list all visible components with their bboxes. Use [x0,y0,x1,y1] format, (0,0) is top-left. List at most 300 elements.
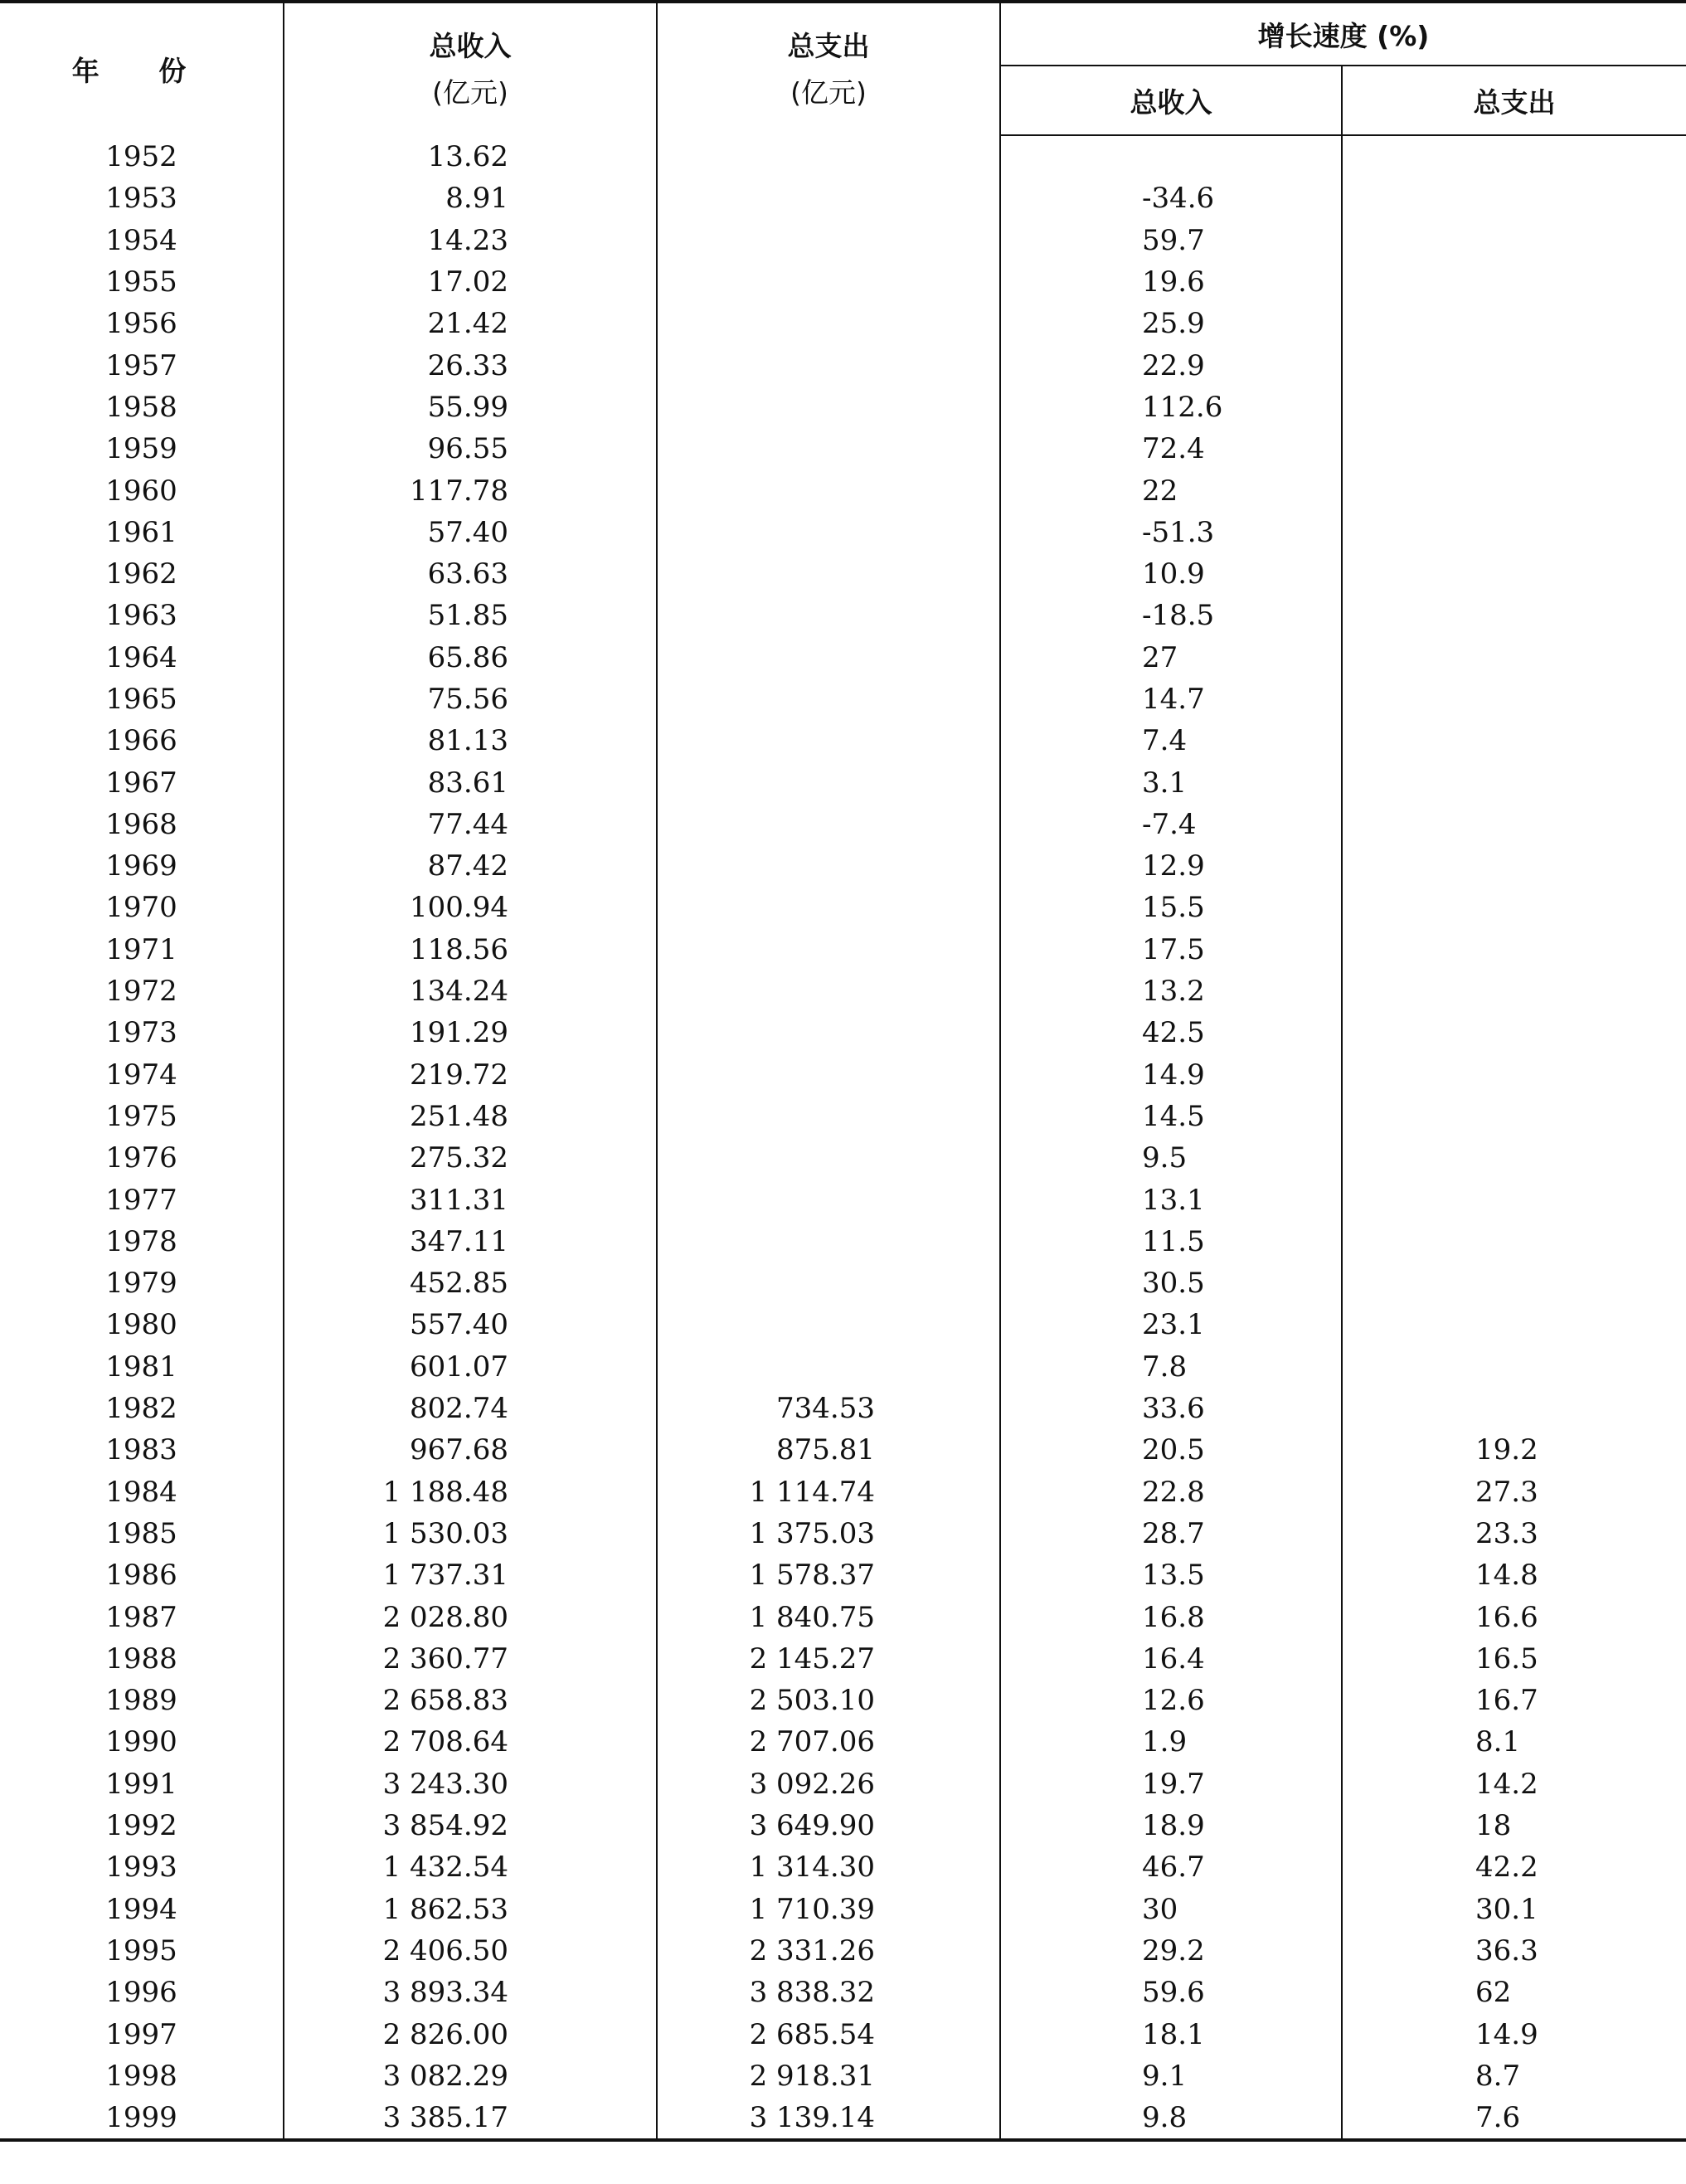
cell-year: 1986 [0,1554,284,1596]
cell-year: 1963 [0,595,284,636]
cell-year: 1968 [0,804,284,845]
cell-year: 1997 [0,2013,284,2055]
cell-expenditure: 2 331.26 [657,1930,1000,1972]
cell-growth-expenditure [1342,761,1686,803]
table-row [0,1763,1686,1805]
table-row [0,1846,1686,1888]
cell-revenue: 81.13 [284,720,657,761]
cell-expenditure [657,1012,1000,1053]
cell-expenditure [657,1262,1000,1304]
cell-growth-expenditure: 8.7 [1475,2059,1521,2093]
header-revenue [284,2,657,135]
cell-revenue: 14.23 [284,220,657,261]
cell-year: 1993 [0,1846,284,1888]
cell-growth-revenue: -34.6 [1000,178,1342,219]
table-row [0,1721,1686,1763]
table-row [0,1596,1686,1637]
table-row [0,1429,1686,1471]
table-row [0,1137,1686,1179]
cell-growth-revenue: -18.5 [1000,595,1342,636]
cell-growth-expenditure [1342,679,1686,720]
cell-revenue: 601.07 [284,1346,657,1388]
cell-expenditure [657,1096,1000,1137]
table-row [0,804,1686,845]
cell-growth-expenditure [1342,1012,1686,1053]
cell-growth-revenue: 13.1 [1000,1179,1342,1220]
cell-expenditure [657,970,1000,1012]
table-row [0,428,1686,469]
cell-expenditure [657,512,1000,553]
cell-growth-revenue: 22.8 [1000,1471,1342,1513]
cell-revenue: 967.68 [284,1429,657,1471]
cell-year: 1989 [0,1680,284,1721]
cell-expenditure: 3 649.90 [657,1805,1000,1846]
cell-growth-revenue: -51.3 [1000,512,1342,553]
cell-growth-revenue: 14.7 [1000,679,1342,720]
cell-year: 1977 [0,1179,284,1220]
cell-growth-revenue: 18.1 [1000,2013,1342,2055]
cell-revenue: 26.33 [284,344,657,386]
cell-revenue: 1 188.48 [284,1471,657,1513]
table-row [0,679,1686,720]
cell-growth-revenue: 27 [1000,637,1342,679]
cell-expenditure: 1 375.03 [657,1513,1000,1554]
cell-revenue: 100.94 [284,887,657,928]
cell-year: 1995 [0,1930,284,1972]
cell-growth-expenditure: 36.3 [1475,1933,1538,1968]
cell-growth-revenue: 33.6 [1000,1388,1342,1429]
cell-revenue: 251.48 [284,1096,657,1137]
table-row [0,1471,1686,1513]
table-row [0,720,1686,761]
cell-revenue: 21.42 [284,303,657,344]
cell-growth-expenditure: 7.6 [1342,2097,1686,2140]
cell-year: 1957 [0,344,284,386]
cell-growth-expenditure [1342,135,1686,178]
cell-expenditure [657,1304,1000,1345]
cell-growth-expenditure [1342,887,1686,928]
cell-expenditure [657,1346,1000,1388]
table-row [0,887,1686,928]
cell-growth-revenue: 25.9 [1000,303,1342,344]
cell-expenditure [657,178,1000,219]
table-row [0,2097,1686,2140]
cell-revenue: 1 530.03 [284,1513,657,1554]
cell-revenue: 117.78 [284,469,657,511]
cell-revenue: 311.31 [284,1179,657,1220]
cell-growth-revenue: 10.9 [1000,553,1342,595]
cell-growth-expenditure: 62 [1475,1976,1512,2010]
table-row [0,1262,1686,1304]
cell-year: 1959 [0,428,284,469]
cell-growth-expenditure [1342,1179,1686,1220]
cell-year: 1988 [0,1638,284,1680]
cell-revenue: 191.29 [284,1012,657,1053]
header-year: 年 份 [0,2,284,135]
table-row [0,1388,1686,1429]
cell-revenue: 55.99 [284,387,657,428]
cell-expenditure [657,469,1000,511]
table-row [0,1930,1686,1972]
cell-revenue: 219.72 [284,1054,657,1096]
cell-growth-expenditure: 16.5 [1475,1642,1538,1676]
cell-year: 1984 [0,1471,284,1513]
cell-growth-expenditure: 16.6 [1475,1600,1538,1634]
table-row [0,1805,1686,1846]
cell-growth-expenditure [1342,553,1686,595]
cell-expenditure [657,303,1000,344]
cell-expenditure: 734.53 [657,1388,1000,1429]
cell-expenditure [657,679,1000,720]
cell-growth-revenue: 29.2 [1000,1930,1342,1972]
cell-expenditure [657,720,1000,761]
cell-expenditure: 2 707.06 [657,1721,1000,1763]
cell-revenue: 1 432.54 [284,1846,657,1888]
table-row [0,1346,1686,1388]
cell-year: 1998 [0,2055,284,2097]
table-row [0,1554,1686,1596]
cell-year: 1994 [0,1888,284,1929]
cell-revenue: 2 826.00 [284,2013,657,2055]
cell-growth-revenue: 30.5 [1000,1262,1342,1304]
cell-expenditure: 2 918.31 [657,2055,1000,2097]
cell-year: 1980 [0,1304,284,1345]
header-expenditure-label: 总支出 [787,29,870,62]
cell-growth-revenue: 16.4 [1000,1638,1342,1680]
cell-revenue: 51.85 [284,595,657,636]
cell-growth-expenditure [1342,720,1686,761]
table-row [0,387,1686,428]
cell-growth-revenue: 7.4 [1000,720,1342,761]
cell-growth-revenue: 46.7 [1000,1846,1342,1888]
table-row [0,178,1686,219]
cell-growth-revenue: 112.6 [1000,387,1342,428]
cell-growth-expenditure [1342,178,1686,219]
cell-growth-revenue: 42.5 [1000,1012,1342,1053]
cell-growth-revenue: 11.5 [1000,1221,1342,1262]
cell-growth-revenue: 23.1 [1000,1304,1342,1345]
cell-revenue: 17.02 [284,261,657,303]
cell-year: 1973 [0,1012,284,1053]
cell-revenue: 802.74 [284,1388,657,1429]
table-row [0,2055,1686,2097]
cell-growth-revenue: 59.7 [1000,220,1342,261]
cell-revenue: 2 406.50 [284,1930,657,1972]
cell-revenue: 557.40 [284,1304,657,1345]
cell-expenditure [657,553,1000,595]
table-row [0,1054,1686,1096]
header-revenue-unit: (亿元) [432,75,508,109]
cell-growth-expenditure: 18 [1475,1809,1512,1843]
cell-growth-expenditure [1342,261,1686,303]
cell-growth-expenditure [1342,387,1686,428]
cell-revenue: 452.85 [284,1262,657,1304]
cell-revenue: 3 243.30 [284,1763,657,1805]
cell-year: 1954 [0,220,284,261]
cell-growth-revenue: 13.2 [1000,970,1342,1012]
cell-growth-expenditure: 14.8 [1475,1559,1538,1593]
cell-revenue: 134.24 [284,970,657,1012]
cell-growth-revenue: 14.5 [1000,1096,1342,1137]
cell-year: 1953 [0,178,284,219]
cell-expenditure [657,595,1000,636]
cell-expenditure [657,387,1000,428]
cell-growth-expenditure [1342,1388,1686,1429]
cell-revenue: 118.56 [284,929,657,970]
table-row [0,344,1686,386]
cell-growth-expenditure: 30.1 [1475,1892,1538,1926]
header-growth: 增长速度 (%) [1000,2,1686,66]
cell-growth-expenditure [1342,845,1686,887]
table-row [0,553,1686,595]
cell-growth-revenue: 1.9 [1000,1721,1342,1763]
cell-expenditure [657,261,1000,303]
cell-growth-expenditure: 23.3 [1475,1516,1538,1550]
table-row [0,1221,1686,1262]
cell-expenditure: 875.81 [657,1429,1000,1471]
cell-growth-expenditure: 27.3 [1475,1475,1538,1509]
cell-year: 1965 [0,679,284,720]
cell-growth-expenditure [1342,804,1686,845]
cell-expenditure [657,135,1000,178]
cell-revenue: 2 658.83 [284,1680,657,1721]
cell-year: 1955 [0,261,284,303]
cell-growth-expenditure: 14.9 [1475,2017,1538,2051]
table-row [0,469,1686,511]
cell-growth-revenue: 22 [1000,469,1342,511]
cell-expenditure [657,1137,1000,1179]
cell-expenditure: 3 139.14 [657,2097,1000,2140]
cell-revenue: 83.61 [284,761,657,803]
table-row [0,512,1686,553]
cell-expenditure [657,887,1000,928]
cell-growth-revenue: 9.1 [1000,2055,1342,2097]
cell-year: 1967 [0,761,284,803]
table-row [0,761,1686,803]
cell-revenue: 1 862.53 [284,1888,657,1929]
table-row [0,595,1686,636]
table-row [0,303,1686,344]
cell-year: 1976 [0,1137,284,1179]
cell-year: 1971 [0,929,284,970]
cell-growth-revenue: 12.6 [1000,1680,1342,1721]
cell-growth-revenue: 20.5 [1000,1429,1342,1471]
cell-growth-revenue: 22.9 [1000,344,1342,386]
table-row [0,1680,1686,1721]
cell-growth-expenditure [1342,1262,1686,1304]
cell-revenue: 65.86 [284,637,657,679]
cell-year: 1999 [0,2097,284,2140]
cell-year: 1979 [0,1262,284,1304]
table-row [0,970,1686,1012]
cell-growth-revenue: 17.5 [1000,929,1342,970]
cell-growth-revenue: 3.1 [1000,761,1342,803]
cell-growth-revenue: 72.4 [1000,428,1342,469]
header-growth-revenue: 总收入 [1000,66,1342,135]
cell-expenditure [657,804,1000,845]
cell-expenditure: 1 840.75 [657,1596,1000,1637]
cell-expenditure: 2 685.54 [657,2013,1000,2055]
cell-expenditure [657,220,1000,261]
cell-revenue: 87.42 [284,845,657,887]
cell-year: 1983 [0,1429,284,1471]
cell-growth-revenue: 15.5 [1000,887,1342,928]
header-expenditure-unit: (亿元) [790,75,867,109]
cell-expenditure [657,428,1000,469]
cell-growth-expenditure [1342,303,1686,344]
cell-growth-revenue: 59.6 [1000,1972,1342,2013]
cell-revenue: 13.62 [284,135,657,178]
cell-year: 1970 [0,887,284,928]
cell-year: 1958 [0,387,284,428]
table-header [0,2,1686,135]
table-row [0,135,1686,178]
cell-growth-revenue: 9.8 [1000,2097,1342,2140]
cell-growth-expenditure [1342,469,1686,511]
cell-growth-expenditure [1342,595,1686,636]
table-row [0,1096,1686,1137]
cell-growth-revenue: 9.5 [1000,1137,1342,1179]
cell-year: 1956 [0,303,284,344]
cell-expenditure [657,761,1000,803]
cell-growth-revenue: 7.8 [1000,1346,1342,1388]
cell-year: 1978 [0,1221,284,1262]
cell-expenditure [657,1179,1000,1220]
cell-revenue: 347.11 [284,1221,657,1262]
cell-revenue: 3 854.92 [284,1805,657,1846]
table-row [0,261,1686,303]
table-row [0,637,1686,679]
header-growth-expenditure: 总支出 [1342,66,1686,135]
cell-growth-expenditure [1342,344,1686,386]
cell-growth-expenditure [1342,1346,1686,1388]
cell-growth-expenditure: 8.1 [1475,1725,1521,1759]
table-row [0,845,1686,887]
cell-expenditure: 1 710.39 [657,1888,1000,1929]
cell-revenue: 57.40 [284,512,657,553]
cell-growth-expenditure [1342,1221,1686,1262]
table-row [0,1012,1686,1053]
cell-expenditure: 1 114.74 [657,1471,1000,1513]
cell-expenditure: 2 503.10 [657,1680,1000,1721]
cell-growth-expenditure [1342,428,1686,469]
table-row [0,1513,1686,1554]
cell-growth-expenditure [1342,220,1686,261]
cell-expenditure [657,1221,1000,1262]
cell-growth-expenditure: 14.2 [1475,1767,1538,1801]
table-row [0,2013,1686,2055]
cell-expenditure [657,845,1000,887]
cell-growth-revenue: 18.9 [1000,1805,1342,1846]
table-row [0,1179,1686,1220]
cell-expenditure: 3 092.26 [657,1763,1000,1805]
cell-growth-revenue: 30 [1000,1888,1342,1929]
table-row [0,929,1686,970]
cell-growth-expenditure [1342,1304,1686,1345]
cell-growth-expenditure [1342,1096,1686,1137]
cell-year: 1952 [0,135,284,178]
cell-expenditure [657,929,1000,970]
cell-year: 1960 [0,469,284,511]
cell-growth-expenditure: 19.2 [1475,1433,1538,1467]
cell-growth-expenditure [1342,1054,1686,1096]
cell-revenue: 8.91 [284,178,657,219]
cell-revenue: 2 360.77 [284,1638,657,1680]
cell-revenue: 3 385.17 [284,2097,657,2140]
cell-growth-expenditure: 42.2 [1475,1851,1538,1885]
header-expenditure [657,2,1000,135]
cell-expenditure: 3 838.32 [657,1972,1000,2013]
cell-revenue: 275.32 [284,1137,657,1179]
table-row [0,220,1686,261]
cell-growth-revenue: 12.9 [1000,845,1342,887]
cell-revenue: 2 028.80 [284,1596,657,1637]
cell-revenue: 96.55 [284,428,657,469]
cell-year: 1992 [0,1805,284,1846]
cell-year: 1975 [0,1096,284,1137]
cell-year: 1966 [0,720,284,761]
cell-growth-revenue: 13.5 [1000,1554,1342,1596]
cell-revenue: 63.63 [284,553,657,595]
cell-revenue: 77.44 [284,804,657,845]
table-body [0,135,1686,2140]
cell-year: 1962 [0,553,284,595]
table-row [0,1888,1686,1929]
cell-year: 1969 [0,845,284,887]
cell-revenue: 75.56 [284,679,657,720]
cell-growth-expenditure [1342,637,1686,679]
cell-expenditure: 2 145.27 [657,1638,1000,1680]
cell-year: 1985 [0,1513,284,1554]
cell-growth-revenue: 14.9 [1000,1054,1342,1096]
cell-expenditure [657,344,1000,386]
cell-year: 1964 [0,637,284,679]
cell-growth-revenue [1000,135,1342,178]
cell-growth-expenditure: 16.7 [1475,1684,1538,1718]
cell-growth-expenditure [1342,970,1686,1012]
cell-growth-expenditure [1342,512,1686,553]
cell-revenue: 1 737.31 [284,1554,657,1596]
cell-growth-expenditure [1342,1137,1686,1179]
cell-year: 1961 [0,512,284,553]
cell-growth-revenue: 16.8 [1000,1596,1342,1637]
header-revenue-label: 总收入 [429,29,512,62]
cell-year: 1990 [0,1721,284,1763]
cell-expenditure: 1 578.37 [657,1554,1000,1596]
cell-expenditure [657,637,1000,679]
cell-year: 1996 [0,1972,284,2013]
cell-growth-revenue: -7.4 [1000,804,1342,845]
cell-growth-revenue: 19.7 [1000,1763,1342,1805]
cell-year: 1987 [0,1596,284,1637]
cell-year: 1972 [0,970,284,1012]
cell-expenditure [657,1054,1000,1096]
cell-expenditure: 1 314.30 [657,1846,1000,1888]
cell-year: 1981 [0,1346,284,1388]
cell-growth-expenditure [1342,929,1686,970]
cell-growth-revenue: 28.7 [1000,1513,1342,1554]
cell-year: 1974 [0,1054,284,1096]
cell-revenue: 2 708.64 [284,1721,657,1763]
cell-revenue: 3 082.29 [284,2055,657,2097]
cell-year: 1991 [0,1763,284,1805]
table-row [0,1638,1686,1680]
table-row [0,1304,1686,1345]
cell-revenue: 3 893.34 [284,1972,657,2013]
cell-year: 1982 [0,1388,284,1429]
table-row [0,1972,1686,2013]
cell-growth-revenue: 19.6 [1000,261,1342,303]
